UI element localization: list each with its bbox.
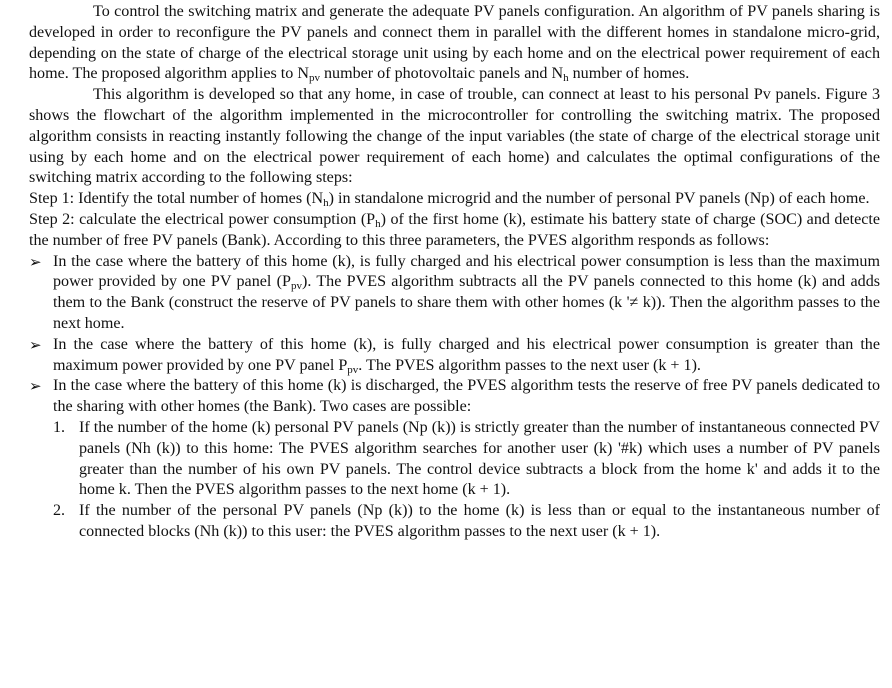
step-1 (29, 189, 880, 210)
subscript: h (375, 217, 381, 230)
text-run: ). The PVES algorithm subtracts all the PV panels connected to this home (k) and adds them to the Bank (construct the reserve of PV panels to share them with other homes (k '≠ k)). Then the algorithm passes to the next home. (53, 273, 881, 332)
bullet-item-charged-high (29, 335, 880, 377)
text-run: In the case where the battery of this home (k) is discharged, the PVES algorithm tests the reserve of free PV panels dedicated to the sharing with other homes (the Bank). Two cases are possible: (53, 377, 880, 416)
subscript: pv (347, 363, 359, 376)
list-marker: 2. (53, 502, 66, 520)
text-run: Step 1: Identify the total number of homes (N (29, 190, 324, 208)
text-run: ) in standalone microgrid and the number of personal PV panels (Np) of each home. (328, 190, 870, 208)
text-run: number of homes. (568, 65, 690, 83)
bullet-item-charged-low (29, 252, 880, 335)
subscript: pv (290, 280, 302, 293)
step-2 (29, 210, 880, 252)
text-run: In the case where the battery of this home (k), is fully charged and his electrical power consumption is less than the maximum power provided by one PV panel (P (53, 252, 880, 291)
list-item-text: If the number of the home (k) personal PV panels (Np (k)) is strictly greater than the number of instantaneous connected PV panels (Nh (k)) to this home: The PVES algorithm searches for another user (k) '#k) which uses a number of PV panels greater than the number of his own PV panels. The control device subtracts a block from the home k' and adds it to the home k. Then the PVES algorithm passes to the next home (k + 1). (79, 418, 880, 499)
list-item-text: If the number of the personal PV panels (Np (k)) to the home (k) is less than or equal to the instantaneous number of connected blocks (Nh (k)) to this user: the PVES algorithm passes to the next user (k + 1). (79, 502, 880, 540)
subscript: h (323, 197, 329, 210)
list-marker: 1. (53, 418, 66, 436)
paragraph-algorithm: This algorithm is developed so that any home, in case of trouble, can connect at least to his personal Pv panels. Figure 3 shows the flowchart of the algorithm implemented in the microcontroller for controlling the switching matrix. The proposed algorithm consists in reacting instantly following the change of the input variables (the state of charge of the electrical storage unit using by each home and on the electrical power requirement of each home) and calculates the optimal configurations of the switching matrix according to the following steps: (29, 86, 880, 187)
numbered-item-1 (29, 418, 880, 501)
text-run: Step 2: calculate the electrical power consumption (P (29, 210, 376, 228)
subscript: pv (308, 72, 320, 85)
text-run: In the case where the battery of this home (k), is fully charged and his electrical power consumption is greater than the maximum power provided by one PV panel P (53, 335, 880, 374)
text-run: . The PVES algorithm passes to the next user (k + 1). (358, 356, 701, 374)
paragraph-intro (29, 2, 880, 85)
text-run: To control the switching matrix and generate the adequate PV panels configuration. An algorithm of PV panels sharing is developed in order to reconfigure the PV panels and connect them in parallel with the different homes in standalone micro-grid, depending on the state of charge of the electrical storage unit using by each home and on the electrical power requirement of each home. The proposed algorithm applies to N (29, 3, 880, 83)
text-run: ) of the first home (k), estimate his battery state of charge (SOC) and detecte the number of free PV panels (Bank). According to this three parameters, the PVES algorithm responds as follows: (29, 210, 880, 249)
arrow-bullet-icon: ➢ (29, 335, 42, 354)
arrow-bullet-icon: ➢ (29, 252, 42, 271)
bullet-item-discharged (29, 376, 880, 418)
subscript: h (563, 72, 569, 85)
arrow-bullet-icon: ➢ (29, 377, 42, 396)
text-run: number of photovoltaic panels and N (319, 65, 564, 83)
numbered-item-2 (29, 501, 880, 543)
